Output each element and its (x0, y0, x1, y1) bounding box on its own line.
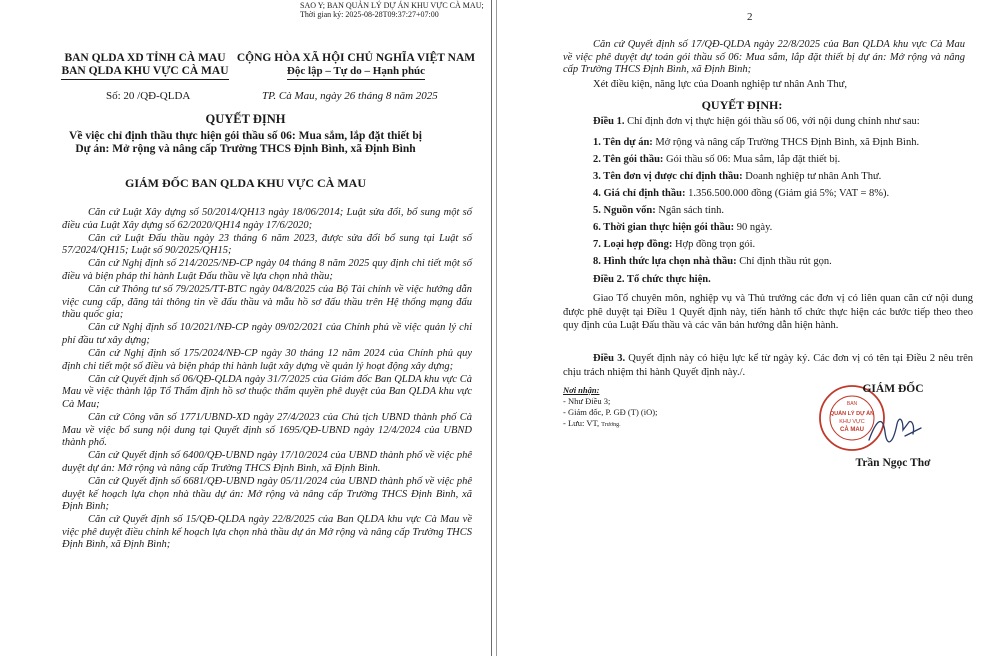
motto: Độc lập – Tự do – Hạnh phúc (287, 65, 425, 80)
handwritten-signature-icon (865, 410, 925, 450)
legal-basis-item: Căn cứ Luật Đấu thầu ngày 23 tháng 6 năm 2023, được sửa đổi bổ sung tại Luật số 57/2024/QH15; Luật số 90/2025/QH15; (62, 232, 472, 257)
copy-stamp (300, 1, 484, 19)
article-2-label: Điều 2. Tổ chức thực hiện. (593, 274, 711, 285)
seal-text-top: BAN (846, 401, 858, 407)
place-date: TP. Cà Mau, ngày 26 tháng 8 năm 2025 (262, 90, 438, 102)
subject-line1: Về việc chỉ định thầu thực hiện gói thầu số 06: Mua sắm, lắp đặt thiết bị (69, 130, 422, 142)
copy-stamp-line1: SAO Y; BAN QUẢN LÝ DỰ ÁN KHU VỰC CÀ MAU; (300, 1, 484, 10)
legal-basis-item: Căn cứ Công văn số 1771/UBND-XD ngày 27/4/2023 của Chủ tịch UBND thành phố Cà Mau về việc bổ sung nội dung tại Quyết định số 1695/QĐ-UBND ngày 12/4/2024 của UBND thành phố. (62, 412, 472, 449)
page-number: 2 (747, 11, 753, 23)
item-contract-type: 7. Loại hợp đồng: Hợp đồng trọn gói. (593, 239, 756, 250)
issuing-authority: GIÁM ĐỐC BAN QLDA KHU VỰC CÀ MAU (125, 176, 366, 190)
recipient-item: - Giám đốc, P. GĐ (T) (iO); (563, 407, 658, 417)
seal-text-line3: CÀ MAU (840, 427, 864, 433)
signature-stroke (869, 419, 921, 442)
decision-heading: QUYẾT ĐỊNH: (701, 98, 783, 112)
article-1-label: Điều 1. (593, 116, 625, 127)
seal-text-line1: QUẢN LÝ DỰ ÁN (829, 411, 875, 417)
issuing-organization (60, 52, 230, 80)
item-price: 4. Giá chỉ định thầu: 1.356.500.000 đồng (Giảm giá 5%; VAT = 8%). (593, 188, 890, 199)
article-3-text: Quyết định này có hiệu lực kể từ ngày ký. Các đơn vị có tên tại Điều 2 nêu trên chịu trách nhiệm thi hành Quyết định này./. (563, 353, 973, 378)
org-line2: BAN QLDA KHU VỰC CÀ MAU (61, 65, 228, 80)
item-funding: 5. Nguồn vốn: Ngân sách tỉnh. (593, 205, 724, 216)
org-line1: BAN QLDA XD TỈNH CÀ MAU (64, 52, 226, 64)
article-3-label: Điều 3. (593, 353, 626, 364)
legal-basis-item: Căn cứ Quyết định số 6681/QĐ-UBND ngày 05/11/2024 của UBND thành phố về việc phê duyệt kế hoạch lựa chọn nhà thầu dự án: Mở rộng và nâng cấp Trường THCS Định Bình, xã Định Bình; (62, 475, 472, 513)
article-1-items (593, 136, 973, 272)
article-1 (593, 116, 973, 127)
country-name: CỘNG HÒA XÃ HỘI CHỦ NGHĨA VIỆT NAM (236, 52, 476, 64)
recipients-heading: Nơi nhận: (563, 385, 600, 395)
document-page-1 (0, 0, 492, 656)
consideration: Xét điều kiện, năng lực của Doanh nghiệp tư nhân Anh Thư, (593, 79, 847, 90)
item-contractor: 3. Tên đơn vị được chỉ định thầu: Doanh nghiệp tư nhân Anh Thư. (593, 171, 882, 182)
national-header (236, 52, 476, 80)
article-2-text: Giao Tổ chuyên môn, nghiệp vụ và Thủ trưởng các đơn vị có liên quan căn cứ nội dung được phê duyệt tại Điều 1 Quyết định này, tiến hành tổ chức thực hiện các bước tiếp theo theo quy định của Luật Đấu thầu và các văn bản hướng dẫn hiện hành. (563, 293, 973, 331)
legal-basis-item: Căn cứ Quyết định số 17/QĐ-QLDA ngày 22/8/2025 của Ban QLDA khu vực Cà Mau về việc phê duyệt dự toán gói thầu số 06: Mua sắm, lắp đặt thiết bị dự án: Mở rộng và nâng cấp Trường THCS Định Bình, xã Định Bình; (563, 39, 965, 76)
document-title: QUYẾT ĐỊNH (205, 112, 286, 126)
document-page-2 (496, 0, 986, 656)
recipient-item: - Như Điều 3; (563, 396, 611, 406)
recipients-block (563, 385, 657, 431)
item-selection-method: 8. Hình thức lựa chọn nhà thầu: Chỉ định thầu rút gọn. (593, 256, 832, 267)
legal-basis-continued (563, 39, 965, 77)
legal-basis-item: Căn cứ Nghị định số 214/2025/NĐ-CP ngày 04 tháng 8 năm 2025 quy định chi tiết một số điều và biện pháp thi hành Luật Đấu thầu về lựa chọn nhà thầu; (62, 258, 472, 282)
subject-line2: Dự án: Mở rộng và nâng cấp Trường THCS Định Bình, xã Định Bình (75, 143, 416, 155)
legal-basis-item: Căn cứ Nghị định số 175/2024/NĐ-CP ngày 30 tháng 12 năm 2024 của Chính phủ quy định chi tiết một số điều và biện pháp thi hành luật xây dựng về quản lý hoạt động xây dựng; (62, 348, 472, 372)
legal-basis-item: Căn cứ Nghị định số 10/2021/NĐ-CP ngày 09/02/2021 của Chính phủ về việc quản lý chi phí đầu tư xây dựng; (62, 322, 472, 346)
legal-basis-item: Căn cứ Luật Xây dựng số 50/2014/QH13 ngày 18/06/2014; Luật sửa đổi, bổ sung một số điều của Luật Xây dựng số 62/2020/QH14 ngày 17/6/2020; (62, 207, 472, 231)
document-number: Số: 20 /QĐ-QLDA (106, 90, 191, 102)
item-package-name: 2. Tên gói thầu: Gói thầu số 06: Mua sắm, lắp đặt thiết bị. (593, 154, 841, 165)
legal-basis-list (62, 207, 472, 553)
legal-basis-item: Căn cứ Thông tư số 79/2025/TT-BTC ngày 04/8/2025 của Bộ Tài chính về việc hướng dẫn việc cung cấp, đăng tải thông tin về đấu thầu và mẫu hồ sơ đấu thầu trên Hệ thống mạng đấu thầu quốc gia; (62, 284, 472, 321)
article-1-text: Chỉ định đơn vị thực hiện gói thầu số 06, với nội dung chính như sau: (624, 116, 920, 127)
item-project-name: 1. Tên dự án: Mở rộng và nâng cấp Trường THCS Định Bình, xã Định Bình. (593, 137, 920, 148)
legal-basis-item: Căn cứ Quyết định số 06/QĐ-QLDA ngày 31/7/2025 của Giám đốc Ban QLDA khu vực Cà Mau về việc thành lập Tổ Thẩm định hồ sơ thuộc thẩm quyền phê duyệt của Ban QLDA khu vực Cà Mau; (62, 373, 472, 410)
legal-basis-item: Căn cứ Quyết định số 15/QĐ-QLDA ngày 22/8/2025 của Ban QLDA khu vực Cà Mau về việc phê duyệt điều chỉnh kế hoạch lựa chọn nhà thầu dự án Mở rộng và nâng cấp Trường THCS Định Bình, xã Định Bình; (62, 514, 472, 551)
document-subject (0, 130, 491, 156)
seal-text-line2: KHU VỰC (839, 419, 865, 425)
recipient-item: - Lưu: VT, Trương. (563, 418, 621, 428)
director-title: GIÁM ĐỐC (862, 383, 924, 395)
signer-name: Trần Ngọc Thơ (855, 457, 931, 469)
article-3 (563, 352, 973, 379)
legal-basis-item: Căn cứ Quyết định số 6400/QĐ-UBND ngày 17/10/2024 của UBND thành phố về việc phê duyệt dự án: Mở rộng và nâng cấp Trường THCS Định Bình, xã Định Bình. (62, 450, 472, 474)
copy-stamp-line2: Thời gian ký: 2025-08-28T09:37:27+07:00 (300, 10, 439, 19)
item-duration: 6. Thời gian thực hiện gói thầu: 90 ngày. (593, 222, 773, 233)
